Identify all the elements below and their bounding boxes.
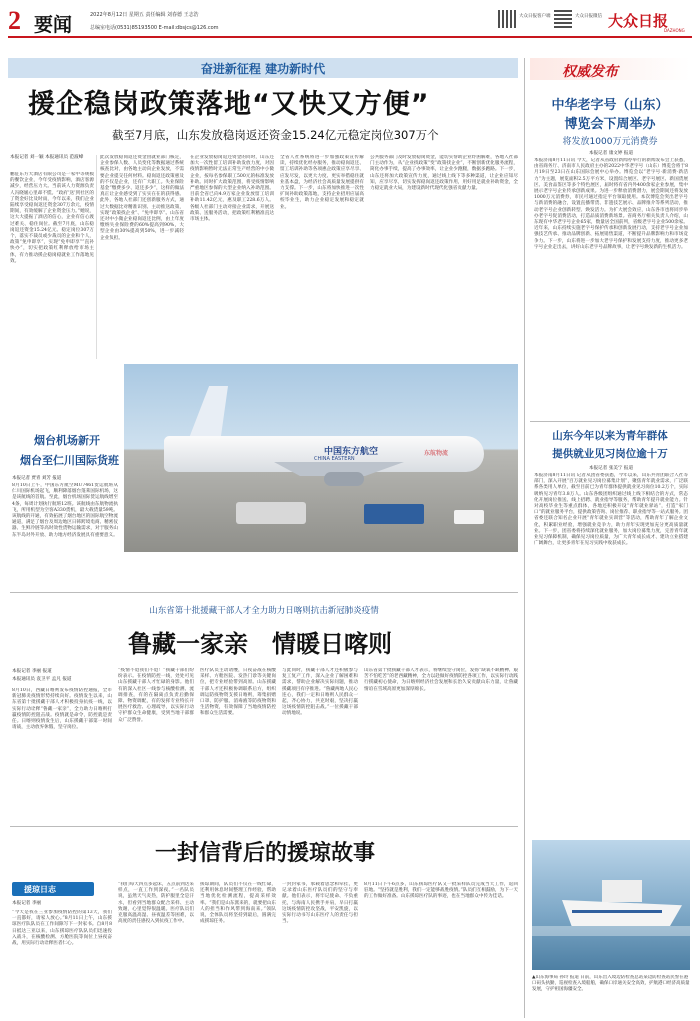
hainan-headline: 一封信背后的援琼故事 bbox=[154, 841, 375, 866]
aircraft-livery-text-3: 东航物流 bbox=[424, 450, 449, 457]
lead-col3: 在企业发放稳岗返还资金的同时，山东还加大一次性留工培训补助发放力度，对因疫情影响暂时无法正常生产经营的中小微企业，按每名参保职工500元的标准发放补助。同时扩大政策范围，将受疫情影响严重地区参保的大型企业纳入补助范围。目前全省已向4.9万家企业发放留工培训补助11.42亿元，惠及职工228.6万人。各级人社部门主动对接企业需求，开展送政策、送服务活动，把政策红利精准直达市场主体。 bbox=[190, 155, 274, 223]
newspaper-logo-sub: DAZHONG bbox=[664, 28, 685, 33]
hainan-tag bbox=[12, 882, 94, 896]
banner-text: 奋进新征程 建功新时代 bbox=[200, 62, 326, 76]
coast-photo bbox=[532, 840, 690, 970]
divider-xizang-hainan bbox=[10, 826, 518, 827]
qr-code-2 bbox=[554, 10, 572, 28]
xizang-headline: 鲁藏一家亲 情暖日喀则 bbox=[128, 630, 392, 658]
page-header bbox=[0, 0, 700, 46]
hainan-col3: 援琼期间，队员们不仅在一线忙碌，还利用休息时间整理工作经验，帮助当地优化检测流程，提高采样效率。“我们是山东派来的，就要把山东人的担当和作风带到海南来。”领队说，全体队员将坚持到最后，圆满完成援琼任务。 bbox=[200, 882, 276, 925]
xizang-col1: 8月10日，西藏日喀则发布疫情防控通报，全市新冠肺炎疫情形势持续向好。疫情发生以来，山东省第十批援藏干部人才积极投身抗疫一线，以实际行动诠释“鲁藏一家亲”，全力助力日喀则打赢疫情防控阻击战。疫情就是命令，防控就是责任。日喀则疫情发生后，山东援藏干部第一时间请战，主动放弃休假，坚守岗位。 bbox=[12, 688, 112, 731]
airport-text: 8月10日上午，中国东方航空MU7461货运航班从仁川国际机场起飞，顺利降落烟台蓬莱国际机场，这是该航线的首航。至此，烟台机场国际货运航线增至4条，每周计划执行航班12班。该航线由东航物流执飞，所用机型为空客A330货机，最大载货量59吨。该航线的开通，有效拓展了烟台地区的国际航空物流通道，满足了烟台及周边地区日韩跨境电商、精密仪器、生鲜冷链等高时效性货物运输需求，对于服务山东半岛对外开放、助力地方经济发展具有重要意义。 bbox=[12, 483, 118, 538]
youth-headline-1: 山东今年以来为青年群体 bbox=[552, 430, 668, 442]
youth-headline-2: 提供就业见习岗位逾十万 bbox=[552, 448, 668, 460]
xizang-col4: 与此同时，援藏干部人才还积极参与复工复产工作，深入企业了解困难和需求，帮助企业解决实际问题，推动援藏项目有序推进。“鲁藏两地人民心连心，我们一定和日喀则人民群众一起，齐心协力，共克时艰，坚决打赢这场疫情防控阻击战。”一位援藏干部动情地说。 bbox=[282, 668, 358, 717]
newspaper-logo: 大众日报 bbox=[608, 12, 669, 30]
xizang-col5: 山东省第十批援藏干部人才表示，将继续坚守岗位，发扬“缺氧不缺精神、艰苦不怕吃苦”的老西藏精神，全力以赴做好疫情防控各项工作，以实际行动践行援藏初心使命，为日喀则经济社会发展和长治久安贡献山东力量，让鲁藏情谊在雪域高原更加深厚绵长。 bbox=[364, 668, 518, 692]
date-line: 2022年8月12日 星期五 责任编辑 刘春德 王志浩 bbox=[90, 12, 199, 18]
xizang-overline: 山东省第十批援藏干部人才全力助力日喀则抗击新冠肺炎疫情 bbox=[149, 606, 379, 616]
banner bbox=[8, 58, 518, 78]
qr-label-2: 大众日报微信 bbox=[575, 14, 602, 19]
aircraft-livery-text-en: CHINA EASTERN bbox=[314, 456, 355, 462]
youth-byline: 本报记者 张美宁 报道 bbox=[588, 466, 634, 471]
qr-label-1: 大众日报客户端 bbox=[519, 14, 551, 19]
expo-headline-1: 中华老字号（山东） bbox=[551, 98, 669, 113]
coast-caption: ▲山东海事局 孙玲 报道 日前，山东出入境边防检查总站某边防检查站民警在港口码头执勤，巡视检查入境船舶，确保口岸通关安全高效，护航港口经济高质量发展，守护祖国海疆安全。 bbox=[532, 975, 690, 992]
expo-text: 本报济南8月11日讯 今天，记者从省政府新闻办举行的新闻发布会上获悉，由省商务厅、济南市人民政府主办的2022中华老字号（山东）博览会将于8月19日至23日在山东国际会展中心举办。博览会以“老字号·新消费·新活力”为主题，展览面积2.5万平方米，设置综合展区、老字号展区、新国货展区、美食品鉴区等多个特色展区，届时将有省内外400余家企业参展，集中展示老字号企业传承创新成果。为进一步释放消费潜力，展会期间还将发放1000万元消费券，市民可通过指定平台领取使用。本次博览会突出老字号与新消费的融合，设置直播带货、非遗技艺展示、品牌推介等系列活动，推动老字号企业创新转型、焕发活力。为扩大展会效应，山东各市也将同步举办老字号促消费活动，打造品质消费新场景。省商务厅相关负责人介绍，山东现有中华老字号企业65家，数量居全国前列，省级老字号企业500余家。近年来，山东持续实施老字号保护传承和创新发展行动，支持老字号企业加强技艺传承、推动品牌创新、拓展销售渠道，不断提升品牌影响力和市场竞争力。下一步，山东将进一步加大老字号保护和发展支持力度，推动更多老字号企业走出去，讲好山东老字号品牌故事，让老字号焕发新的生机活力。 bbox=[534, 158, 688, 250]
lead-subheadline: 截至7月底，山东发放稳岗返还资金15.24亿元稳定岗位307万个 bbox=[112, 128, 439, 142]
hainan-col1: “今天是我在三亚参加疫情防控的第13天，我们一直都好，请家人放心。”8月11日上午，山东援琼医疗队队员在工作间隙写下一封家书。自8月8日抵达三亚以来，山东援琼医疗队队员们迅速投入战斗，在核酸检测、方舱医院等岗位上昼夜奋战，用实际行动诠释医者仁心。 bbox=[12, 910, 112, 947]
cargo-truck bbox=[364, 504, 424, 524]
xizang-col3: 医疗队员主动请缨，日夜奋战在核酸采样、方舱医院、发热门诊等关键岗位，把专业经验带到高原。山东援藏干部人才还积极协调联系后方，组织调运防疫物资支援日喀则，筹集捐赠口罩、防护服、消毒液等防疫物资和生活物资，有效保障了当地疫情防控和群众生活需要。 bbox=[200, 668, 276, 717]
qr-code-1 bbox=[498, 10, 516, 28]
cargo-pallet bbox=[236, 502, 306, 524]
lead-byline: 本报记者 刘一颖 本报通讯员 范波峰 bbox=[10, 155, 84, 160]
section-title: 要闻 bbox=[34, 14, 73, 36]
authority-tag bbox=[530, 58, 690, 80]
xizang-byline-1: 本报记者 李丽 报道 bbox=[12, 669, 52, 674]
lead-headline: 援企稳岗政策落地“又快又方便” bbox=[28, 89, 430, 120]
ship-hull bbox=[562, 900, 682, 926]
youth-text: 本报济南8月11日讯 记者从团省委获悉，今年以来，山东共青团联合人社等部门，深入开展“百万就业见习岗位募集计划”，聚焦青年就业需求，广泛联系各类用人单位，截至目前已为青年群体提供就业见习岗位10.2万个，实际吸纳见习青年3.8万人。山东各级团组织通过线上线下相结合的方式，常态化开展岗位推送、线上招聘、就业指导等服务，帮助青年提升就业能力。针对高校毕业生等重点群体，各地还积极开设“青年就业驿站”，打造“家门口”的就业服务平台，提供政策咨询、岗位推荐、职业指导等一站式服务。团省委还联合知名企业开展“青年就业实训营”等活动，帮助青年了解企业文化，积累职业经验，增强就业竞争力，助力青年实现更加充分更高质量就业。下一步，团省委将持续深化就业服务，加大岗位募集力度，完善青年就业见习保障机制，确保见习岗位质量，为广大青年成长成才、建功立业搭建广阔舞台，让更多青年在见习实践中收获成长。 bbox=[534, 473, 688, 547]
airport-byline: 本报记者 贾青 刘芳 报道 bbox=[12, 476, 62, 481]
hainan-col5: 8月11日下午6点多，山东援琼医疗队又一批采样队员完成当天工作，返回驻地。“坚持就是胜利，我们一定能够战胜疫情。”队员们互相鼓励，为下一天的工作做好准备。山东援琼医疗队的事迹，也在当地群众中传为佳话。 bbox=[364, 882, 518, 900]
hainan-col2: “我们每天四点多起床，五点前到达采样点，一直工作到深夜。”一名队员说，虽然天气炎热，防护服里全是汗水，但看到当地群众配合采样、主动致谢，心里觉得很温暖。医疗队员们克服高温高湿、昼夜温差等困难，以高度的责任感投入到抗疫工作中。 bbox=[118, 882, 194, 925]
authority-tag-text: 权威发布 bbox=[562, 64, 618, 80]
lead-col2: 此次发放稳岗返还资金由就业部门核定，企业参保人数、人员变化等数据通过系统核查比对，由各地主动向企业发放，不需要企业提交任何材料。稳岗返还政策惠及的不仅是企业，还有广大职工。失业保险基金“缴费多少、返还多少”，这样的做法真正让企业感受到了实实在在的获得感。此外，各地人社部门还创新服务方式，通过大数据比对精准识别、主动推送政策，实现“政策找企业”、“免申即享”。山东省还对中小微企业稳岗返还比例，由上年度缴纳失业保险费的60%提高到90%，大型企业由30%提高到50%，进一步减轻企业负担。 bbox=[100, 155, 184, 241]
tug-vehicle bbox=[454, 510, 484, 524]
aircraft-engine bbox=[324, 472, 364, 486]
divider-lead-xizang bbox=[10, 592, 518, 593]
xizang-byline-2: 本报通讯员 袁卫平 孟凡 报道 bbox=[12, 677, 72, 682]
contact-line: 总编室电话(0531)85193500 E-mail:dbsjcs@126.com bbox=[90, 25, 219, 31]
expo-headline-2: 博览会下周举办 bbox=[564, 117, 656, 132]
header-rule bbox=[8, 36, 692, 38]
aircraft-livery-text: 中国东方航空 bbox=[324, 447, 379, 457]
lead-col4: 全省人社系统将进一步加强政策宣传解读，持续优化经办服务，推动稳岗返还、留工培训补助等各项惠企政策应享尽享、应发尽发，以更大力度、更实举措稳住就业基本盘，为经济社会高质量发展提供有力支撑。下一步，山东将加快推进一次性扩岗补助政策落地，支持企业招用应届高校毕业生，助力企业稳定发展和稳定就业。 bbox=[280, 155, 364, 210]
lead-col5: 公共服务部门及时发放稳岗资金，能切实帮助企业纾困解难，各地人社部门主动作为，从“企业找政策”变“政策找企业”，不断创新优化服务流程，简化办事手续，提高了办事效率，让企业少跑腿，数据多跑路。下一步，山东还将加大政策宣传力度，通过线上线下等多种渠道，让企业应知尽知，应享尽享，切实发挥稳岗返还政策作用，用好用足就业补助资金，全力稳定就业大局，为建设新时代现代化强省贡献力量。 bbox=[370, 155, 518, 192]
xizang-col2: “疫情不退我们不退！”援藏干部们纷纷表示。在疫情防控一线，处处可见山东援藏干部人才忙碌的身影。他们有的深入社区一线参与核酸检测、流调排查，有的在隔离点负责后勤保障、物资调配，有的发挥专业特长开展医疗救治、心理疏导，以实际行动守护群众生命健康，受到当地干部群众广泛赞誉。 bbox=[118, 668, 194, 723]
page-number: 2 bbox=[8, 6, 21, 35]
ship-superstructure bbox=[602, 880, 642, 902]
expo-byline: 本报记者 康文婷 报道 bbox=[588, 151, 634, 156]
column-divider-right bbox=[524, 58, 525, 1018]
airport-title-1: 烟台机场新开 bbox=[34, 434, 100, 447]
lead-col-divider bbox=[96, 155, 97, 359]
ship-wake bbox=[532, 926, 690, 936]
hainan-byline: 本报记者 李丽 bbox=[12, 901, 42, 906]
hainan-col4: 一封封家书，承载着思念和牵挂，更记录着山东医疗队员们的坚守与奉献。他们表示，将牢记使命、不负重托，与海南人民携手并肩，早日打赢这场疫情防控攻坚战，平安凯旋，以实际行动书写山东医疗人的责任与担当。 bbox=[282, 882, 358, 925]
expo-subheadline: 将发放1000万元消费券 bbox=[562, 137, 658, 147]
ship-stripe bbox=[572, 910, 662, 913]
hainan-tag-text: 援琼日志 bbox=[24, 885, 56, 894]
airport-photo bbox=[124, 364, 518, 552]
lead-col1: 鹏征东方大酒店有限公司是一家中等规模的餐饮企业，今年受疫情影响，酒店客源减少，经营压力大。当前该人力资源负责人冯晓媛心里却不慌。“政府‘送’到社区的了资金好比及时雨，今年以来，我们企业陆续享受稳岗返还资金307万余元，疫情期间，有效缓解了企业资金压力。”她说，这大大提振了酒店的信心，企业有信心渡过难关、稳住岗位。截至7月底，山东稳岗返还资金15.24亿元、稳定岗位307万个，落实不裁员或少裁员的企业和个人，政策“免申即享”，实现“免申即享”“直补快办”，切实把政策红利释放给市场主体，有力推动援企稳岗稳就业工作落地见效。 bbox=[10, 172, 94, 264]
divider-expo-youth bbox=[530, 421, 690, 422]
airport-title-2: 烟台至仁川国际货班 bbox=[20, 454, 119, 467]
